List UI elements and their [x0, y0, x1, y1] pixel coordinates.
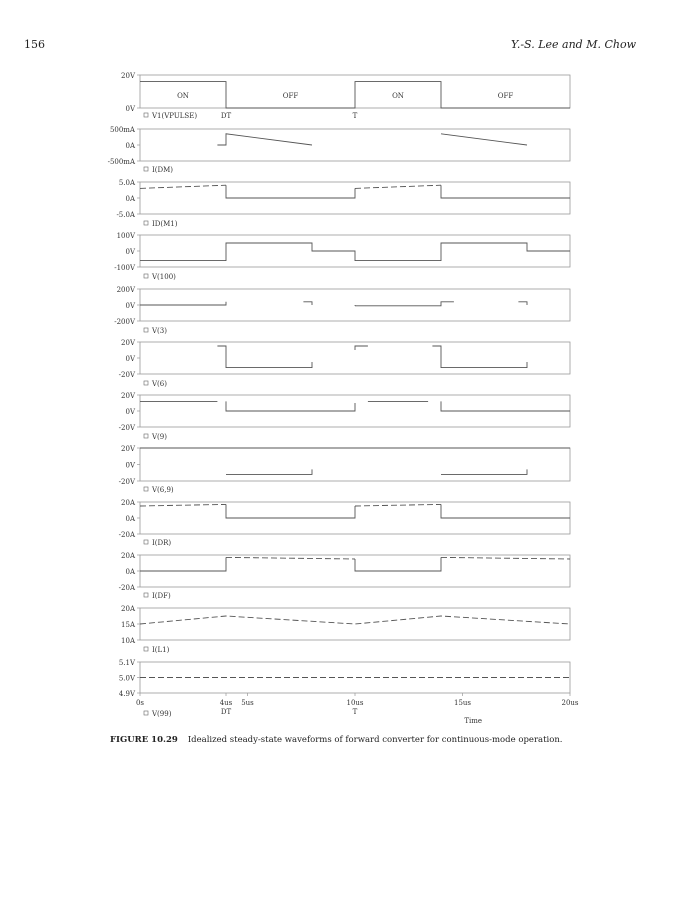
y-tick-label: 200V	[116, 286, 135, 294]
series-line-id-m1	[441, 185, 570, 198]
series-line-i-dr	[355, 504, 441, 506]
plot-frame-v-6-9	[140, 448, 570, 481]
y-tick-label: 5.1V	[118, 659, 135, 667]
series-line-v-6	[432, 346, 527, 368]
y-tick-label: 0A	[125, 515, 135, 523]
series-line-v-9	[226, 401, 355, 411]
y-tick-label: -5.0A	[116, 211, 135, 219]
plot-frame-i-dm	[140, 129, 570, 161]
series-line-v-6-9	[441, 469, 527, 474]
y-tick-label: -200V	[114, 318, 135, 326]
legend-marker	[144, 113, 148, 117]
legend-marker	[144, 711, 148, 715]
y-tick-label: -20A	[118, 531, 135, 539]
y-tick-label: 0A	[125, 142, 135, 150]
series-line-v-6	[217, 346, 312, 368]
series-line-i-df	[355, 557, 441, 571]
y-tick-label: 100V	[116, 232, 135, 240]
series-line-id-m1	[140, 185, 226, 188]
legend-label: V(9)	[152, 433, 167, 441]
series-line-i-dr	[226, 504, 355, 518]
y-tick-label: 4.9V	[118, 690, 135, 698]
series-line-v-3	[140, 302, 226, 305]
x-tick-label: 0s	[135, 699, 145, 707]
region-label: ON	[177, 92, 189, 100]
legend-marker	[144, 593, 148, 597]
x-annotation: T	[352, 708, 358, 716]
figure-caption	[110, 735, 563, 745]
y-tick-label: 20V	[121, 445, 135, 453]
y-tick-label: 10A	[121, 637, 135, 645]
legend-label: I(DR)	[152, 539, 172, 547]
x-annotation: DT	[220, 708, 232, 716]
legend-label: V1(VPULSE)	[152, 112, 198, 120]
series-line-i-df	[441, 557, 570, 559]
y-tick-label: -20V	[118, 478, 135, 486]
series-line-i-dr	[140, 504, 226, 506]
series-line-i-dm	[441, 134, 527, 145]
series-line-v-6	[355, 346, 368, 350]
series-line-v-6-9	[226, 469, 312, 474]
y-tick-label: -20V	[118, 424, 135, 432]
y-tick-label: 20A	[121, 552, 135, 560]
x-tick-label: 4us	[219, 699, 233, 707]
y-tick-label: 0V	[125, 302, 135, 310]
series-line-i-df	[140, 557, 226, 571]
series-line-i-df	[226, 557, 355, 559]
legend-marker	[144, 274, 148, 278]
legend-label: V(6,9)	[152, 486, 174, 494]
series-line-i-dr	[441, 504, 570, 518]
legend-marker	[144, 434, 148, 438]
legend-marker	[144, 167, 148, 171]
y-tick-label: 20A	[121, 499, 135, 507]
x-tick-label: 10us	[346, 699, 364, 707]
series-line-i-l1	[140, 616, 570, 624]
series-line-v-3	[303, 302, 312, 305]
y-tick-label: -100V	[114, 264, 135, 272]
legend-marker	[144, 328, 148, 332]
y-tick-label: 20V	[121, 339, 135, 347]
y-tick-label: -20A	[118, 584, 135, 592]
y-tick-label: 0V	[125, 248, 135, 256]
y-tick-label: 15A	[121, 621, 135, 629]
series-line-v-3	[355, 302, 454, 306]
x-tick-label: 5us	[241, 699, 254, 707]
legend-label: I(L1)	[152, 646, 170, 654]
y-tick-label: -20V	[118, 371, 135, 379]
y-tick-label: 0V	[125, 105, 135, 113]
y-tick-label: 0A	[125, 568, 135, 576]
plot-frame-i-l1	[140, 608, 570, 640]
series-line-v-9	[441, 401, 570, 411]
series-line-i-dm	[217, 134, 312, 145]
y-tick-label: 20A	[121, 605, 135, 613]
region-label: OFF	[282, 92, 299, 100]
x-annotation: DT	[220, 112, 232, 120]
y-tick-label: 0V	[125, 355, 135, 363]
legend-label: V(6)	[152, 380, 167, 388]
series-line-v-3	[518, 302, 527, 305]
legend-label: I(DF)	[152, 592, 171, 600]
series-line-id-m1	[226, 185, 355, 198]
legend-marker	[144, 487, 148, 491]
legend-marker	[144, 221, 148, 225]
y-tick-label: 0V	[125, 408, 135, 416]
x-tick-label: 20us	[561, 699, 579, 707]
x-annotation: T	[352, 112, 358, 120]
legend-label: V(3)	[152, 327, 167, 335]
legend-marker	[144, 647, 148, 651]
y-tick-label: 5.0A	[118, 179, 135, 187]
x-axis-label: Time	[464, 717, 483, 725]
y-tick-label: 20V	[121, 392, 135, 400]
legend-label: V(100)	[152, 273, 176, 281]
legend-marker	[144, 540, 148, 544]
legend-label: I(DM)	[152, 166, 174, 174]
legend-marker	[144, 381, 148, 385]
y-tick-label: 0V	[125, 461, 135, 470]
y-tick-label: 5.0V	[118, 674, 135, 683]
legend-label: V(99)	[152, 710, 172, 718]
y-tick-label: 500mA	[109, 126, 135, 134]
x-tick-label: 15us	[453, 699, 472, 707]
y-tick-label: -500mA	[107, 158, 135, 166]
y-tick-label: 20V	[121, 72, 135, 80]
y-tick-label: 0A	[125, 195, 135, 203]
series-line-id-m1	[355, 185, 441, 188]
series-line-v-100	[140, 243, 570, 261]
caption-text: Idealized steady-state waveforms of forward converter for continuous-mode operation.	[187, 735, 563, 745]
running-head: Y.-S. Lee and M. Chow	[511, 38, 636, 51]
legend-label: ID(M1)	[152, 220, 178, 228]
region-label: ON	[392, 92, 404, 100]
page-number: 156	[24, 38, 45, 51]
caption-label: FIGURE 10.29	[110, 735, 178, 745]
region-label: OFF	[497, 92, 514, 100]
